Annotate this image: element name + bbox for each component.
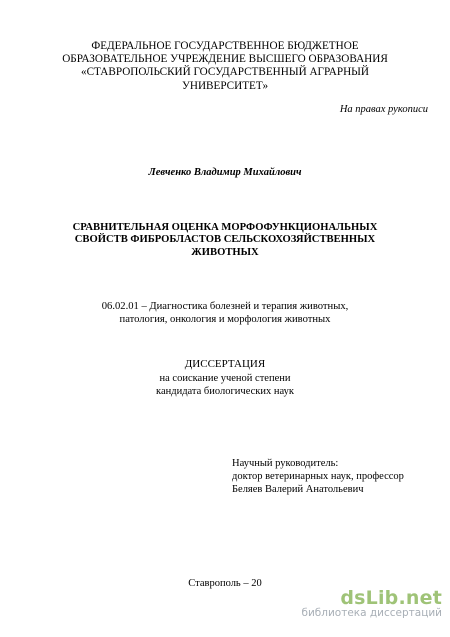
supervisor-block — [232, 457, 404, 496]
degree-line-1: на соискание ученой степени — [159, 373, 291, 384]
watermark-logo — [301, 587, 442, 609]
dslib-watermark[interactable] — [301, 587, 442, 619]
rights-note: На правах рукописи — [339, 104, 428, 115]
institution-line-1: ФЕДЕРАЛЬНОЕ ГОСУДАРСТВЕННОЕ БЮДЖЕТНОЕ — [91, 40, 359, 52]
title-line-1: СРАВНИТЕЛЬНАЯ ОЦЕНКА МОРФОФУНКЦИОНАЛЬНЫХ — [72, 222, 378, 233]
dissertation-title — [0, 222, 450, 259]
institution-line-2: ОБРАЗОВАТЕЛЬНОЕ УЧРЕЖДЕНИЕ ВЫСШЕГО ОБРАЗОВАНИЯ — [62, 53, 388, 66]
institution-line-3: «СТАВРОПОЛЬСКИЙ ГОСУДАРСТВЕННЫЙ АГРАРНЫЙ — [80, 66, 370, 79]
institution-header — [0, 40, 450, 93]
institution-line-4: УНИВЕРСИТЕТ» — [181, 79, 269, 92]
supervisor-line-1: Научный руководитель: — [232, 458, 339, 469]
author-name: Левченко Владимир Михайлович — [148, 167, 302, 178]
dissertation-heading: ДИССЕРТАЦИЯ — [184, 358, 266, 370]
title-line-3: ЖИВОТНЫХ — [191, 246, 259, 258]
degree-sought — [0, 372, 450, 398]
watermark-logo-tld: .net — [398, 587, 442, 609]
supervisor-line-3: Беляев Валерий Анатольевич — [232, 484, 364, 495]
specialty-code — [0, 300, 450, 326]
city-year: Ставрополь – 20 — [188, 578, 262, 589]
specialty-line-2: патология, онкология и морфология животных — [119, 314, 331, 325]
degree-line-2: кандидата биологических наук — [156, 386, 294, 397]
title-line-2: СВОЙСТВ ФИБРОБЛАСТОВ СЕЛЬСКОХОЗЯЙСТВЕННЫХ — [74, 234, 376, 246]
specialty-line-1: 06.02.01 – Диагностика болезней и терапия животных, — [101, 301, 349, 312]
watermark-subtitle: библиотека диссертаций — [301, 607, 442, 619]
watermark-logo-main: dsLib — [340, 587, 399, 609]
supervisor-line-2: доктор ветеринарных наук, профессор — [232, 471, 404, 482]
